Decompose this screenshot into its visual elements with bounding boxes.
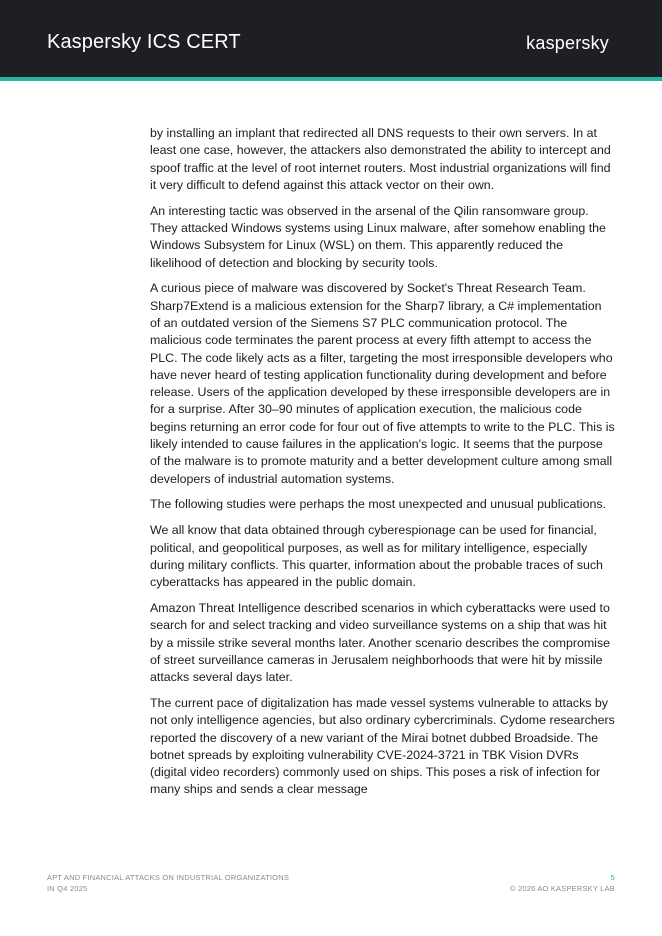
kaspersky-logo: kaspersky <box>526 33 609 53</box>
paragraph: A curious piece of malware was discovered by Socket's Threat Research Team. Sharp7Extend is a malicious extension for the Sharp7 library, a C# implementation of an outdated version of the Siemens S7 PLC communication protocol. The malicious code terminates the parent process at every fifth attempt to access the PLC. The code likely acts as a filter, targeting the most irresponsible developers who have never heard of testing application functionality during development and before release. Users of the application developed by these irresponsible developers are in for a surprise. After 30–90 minutes of application execution, the malicious code begins returning an error code for four out of five attempts to write to the PLC. This is likely intended to cause failures in the application's logic. It seems that the purpose of the malware is to promote maturity and a better development culture among small developers of industrial automation systems. <box>150 281 615 486</box>
paragraph: by installing an implant that redirected all DNS requests to their own servers. In at least one case, however, the attackers also demonstrated the ability to intercept and spoof traffic at the level of root internet routers. Most industrial organizations will find it very difficult to defend against this attack vector on their own. <box>150 126 611 192</box>
header-accent-stripe <box>0 77 662 81</box>
footer-document-title <box>47 873 289 894</box>
paragraph: An interesting tactic was observed in the arsenal of the Qilin ransomware group. They attacked Windows systems using Linux malware, after somehow enabling the Windows Subsystem for Linux (WSL) on them. This apparently reduced the likelihood of detection and blocking by security tools. <box>150 203 606 270</box>
footer-title-line: IN Q4 2025 <box>47 883 88 893</box>
footer-title-line: APT AND FINANCIAL ATTACKS ON INDUSTRIAL ORGANIZATIONS <box>47 873 290 882</box>
page-header <box>0 0 662 77</box>
copyright: © 2026 AO KASPERSKY LAB <box>509 883 615 893</box>
header-title: Kaspersky ICS CERT <box>47 31 241 53</box>
paragraph: The current pace of digitalization has made vessel systems vulnerable to attacks by not only intelligence agencies, but also ordinary cybercriminals. Cydome researchers reported the discovery of a new variant of the Mirai botnet dubbed Broadside. The botnet spreads by exploiting vulnerability CVE-2024-3721 in TBK Vision DVRs (digital video recorders) commonly used on ships. This poses a risk of infection for many ships and sends a clear message <box>150 695 615 797</box>
paragraph: Amazon Threat Intelligence described scenarios in which cyberattacks were used to search for and select tracking and video surveillance systems on a ship that was hit by a missile strike several months later. Another scenario describes the compromise of street surveillance cameras in Jerusalem neighborhoods that were hit by missile attacks several days later. <box>150 600 611 685</box>
body-text <box>150 125 615 807</box>
page-number: 5 <box>610 873 615 882</box>
paragraph: We all know that data obtained through cyberespionage can be used for financial, political, and geopolitical purposes, as well as for military intelligence, especially during military conflicts. This quarter, information about the probable traces of such cyberattacks has appeared in the public domain. <box>150 523 603 590</box>
paragraph: The following studies were perhaps the most unexpected and unusual publications. <box>150 497 606 512</box>
footer-page-info <box>510 873 615 894</box>
